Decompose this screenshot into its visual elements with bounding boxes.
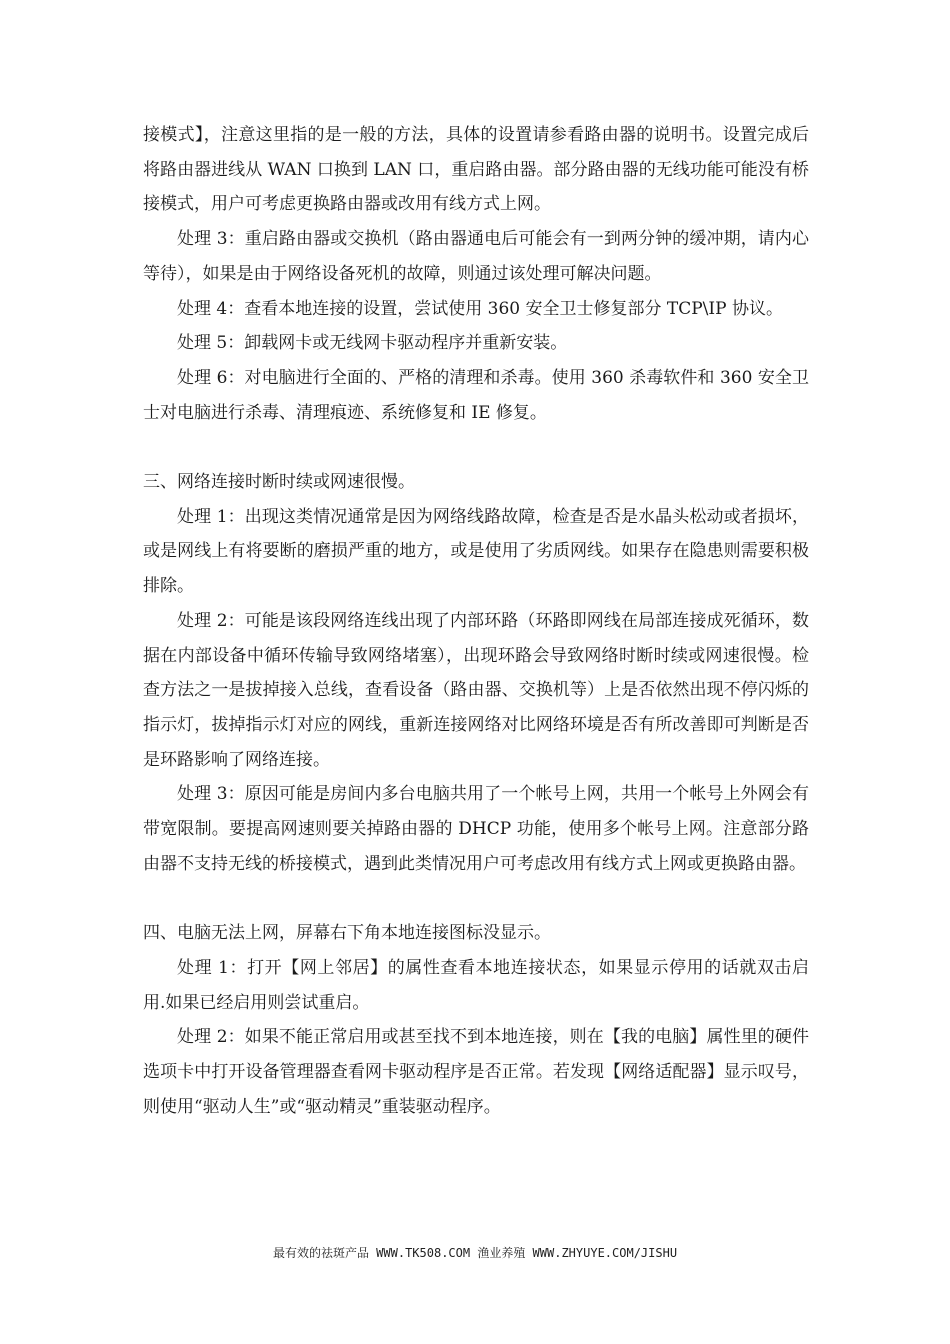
section-heading: 三、网络连接时断时续或网速很慢。	[143, 472, 415, 493]
document-body	[143, 118, 809, 1124]
paragraph: 处理 3：重启路由器或交换机（路由器通电后可能会有一到两分钟的缓冲期，请内心等待），如果是由于网络设备死机的故障，则通过该处理可解决问题。	[143, 229, 809, 284]
paragraph: 接模式】，注意这里指的是一般的方法，具体的设置请参看路由器的说明书。设置完成后将路由器进线从 WAN 口换到 LAN 口，重启路由器。部分路由器的无线功能可能没有桥接模式，用户可考虑更换路由器或改用有线方式上网。	[143, 125, 809, 215]
spacer	[143, 430, 809, 465]
paragraph: 处理 1：出现这类情况通常是因为网络线路故障，检查是否是水晶头松动或者损坏，或是网线上有将要断的磨损严重的地方，或是使用了劣质网线。如果存在隐患则需要积极排除。	[143, 506, 809, 597]
spacer	[143, 881, 809, 916]
paragraph: 处理 6：对电脑进行全面的、严格的清理和杀毒。使用 360 杀毒软件和 360 安全卫士对电脑进行杀毒、清理痕迹、系统修复和 IE 修复。	[143, 367, 809, 423]
paragraph: 处理 4：查看本地连接的设置，尝试使用 360 安全卫士修复部分 TCP\IP 协议。	[177, 298, 783, 319]
paragraph: 处理 1：打开【网上邻居】的属性查看本地连接状态，如果显示停用的话就双击启用.如果已经启用则尝试重启。	[143, 957, 809, 1013]
section-heading: 四、电脑无法上网，屏幕右下角本地连接图标没显示。	[143, 923, 551, 944]
paragraph: 处理 2：如果不能正常启用或甚至找不到本地连接，则在【我的电脑】属性里的硬件选项卡中打开设备管理器查看网卡驱动程序是否正常。若发现【网络适配器】显示叹号，则使用“驱动人生”或“驱动精灵”重装驱动程序。	[143, 1027, 809, 1117]
paragraph: 处理 5：卸载网卡或无线网卡驱动程序并重新安装。	[177, 333, 568, 354]
paragraph: 处理 2：可能是该段网络连线出现了内部环路（环路即网线在局部连接成死循环，数据在内部设备中循环传输导致网络堵塞），出现环路会导致网络时断时续或网速很慢。检查方法之一是拔掉接入总线，查看设备（路由器、交换机等）上是否依然出现不停闪烁的指示灯，拔掉指示灯对应的网线，重新连接网络对比网络环境是否有所改善即可判断是否是环路影响了网络连接。	[143, 610, 809, 770]
paragraph: 处理 3：原因可能是房间内多台电脑共用了一个帐号上网，共用一个帐号上外网会有带宽限制。要提高网速则要关掉路由器的 DHCP 功能，使用多个帐号上网。注意部分路由器不支持无线的桥接模式，遇到此类情况用户可考虑改用有线方式上网或更换路由器。	[143, 784, 809, 874]
page-footer: 最有效的祛斑产品 WWW.TK508.COM 渔业养殖 WWW.ZHYUYE.COM/JISHU	[272, 1246, 678, 1260]
